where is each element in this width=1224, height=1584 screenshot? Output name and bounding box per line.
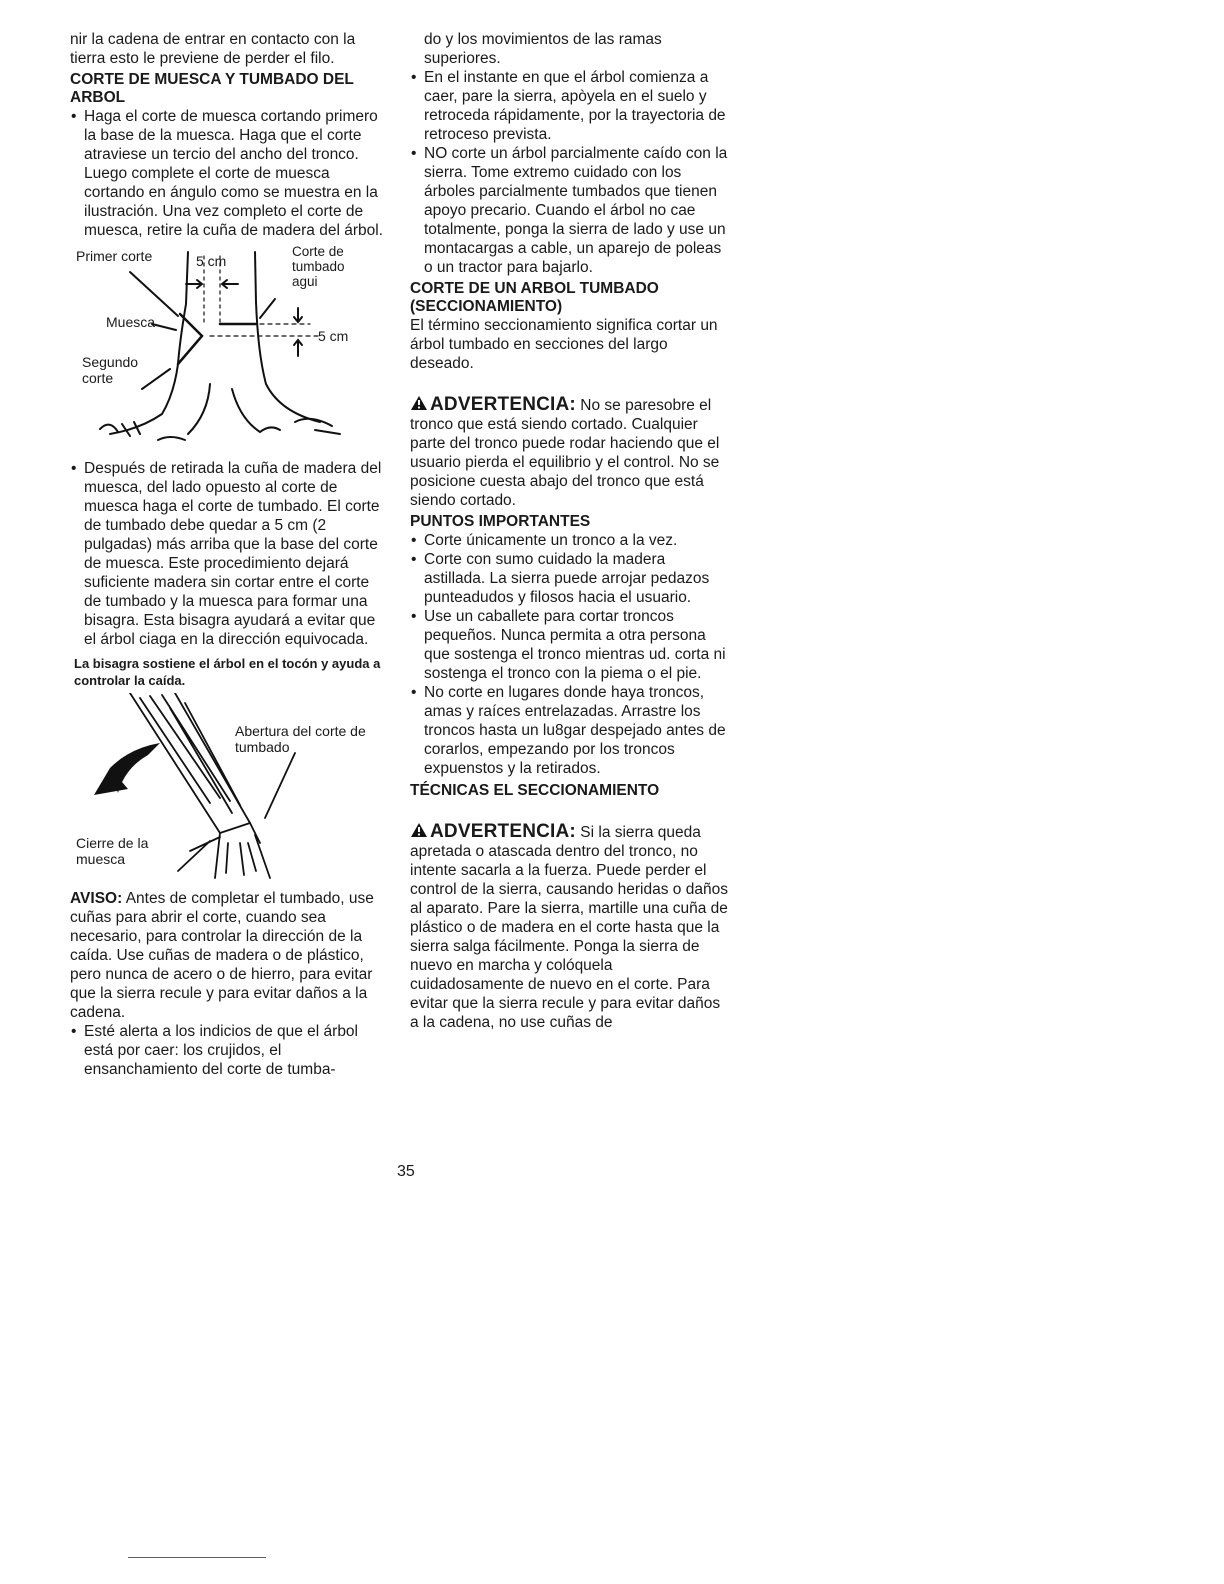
alert-list [70,1022,385,1079]
point-sawhorse: • Use un caballete para cortar troncos pequeños. Nunca permita a otra persona que sostenga el tronco mientras ud. corta ni sostenga el tronco con la piema o el pie. [410,607,730,683]
alert-bullet: • Esté alerta a los indicios de que el árbol está por caer: los crujidos, el ensanchamiento del corte de tumba- [70,1022,385,1079]
section-heading-bucking: CORTE DE UN ARBOL TUMBADO (SECCIONAMIENTO) [410,280,659,315]
aviso-text: Antes de completar el tumbado, use cuñas para abrir el corte, cuando sea necesario, para controlar la dirección de la caída. Use cuñas de madera o de plástico, pero nunca de acero o de hierro, para evitar que la sierra recule y para evitar daños a la cadena. [70,890,374,1021]
aviso-paragraph [70,889,385,1022]
warning-1-title: ADVERTENCIA: [430,394,576,415]
right-column [410,30,730,1032]
bullet-stop-saw: • En el instante en que el árbol comienza a caer, pare la sierra, apòyela en el suelo y retroceda rápidamente, por la trayectoria de retroceso prevista. [410,68,730,144]
footer-rule [128,1557,266,1558]
warning-2-title: ADVERTENCIA: [430,821,576,842]
label-cierre: Cierre de la muesca [76,835,149,867]
section-heading-technique: TÉCNICAS EL SECCIONAMIENTO [410,782,660,799]
continuation-text: do y los movimientos de las ramas superiores. [424,31,662,67]
bullet-partial-tree: • NO corte un árbol parcialmente caído con la sierra. Tome extremo cuidado con los árboles parcialmente tumbados que tienen apoyo precario. Cuando el árbol no cae totalmente, ponga la sierra de lado y use un montacargas a cable, un aparejo de poleas o un tractor para bajarlo. [410,144,730,277]
label-segundo-corte: Segundo corte [82,354,139,386]
notch-list [70,107,385,240]
hinge-diagram [70,693,385,885]
hinge-caption: La bisagra sostiene el árbol en el tocón y ayuda a controlar la caída. [74,656,381,688]
intro-paragraph: nir la cadena de entrar en contacto con la tierra esto le previene de perder el filo. [70,31,356,67]
warning-block-2 [410,822,730,1032]
felling-list [70,459,385,649]
important-points-list [410,531,730,778]
section-heading-points: PUNTOS IMPORTANTES [410,513,591,530]
point-one-log: • Corte únicamente un tronco a la vez. [410,531,730,550]
warning-triangle-icon [410,395,428,411]
warning-2-text: Si la sierra queda apretada o atascada dentro del tronco, no intente sacarla a la fuerza. Puede perder el control de la sierra, causando heridas o daños al aparato. Pare la sierra, martille una cuña de plástico o de madera en el corte hasta que la sierra salga fácilmente. Ponga la sierra de nuevo en marcha y colóquela cuidadosamente de nuevo en el corte. Para evitar que la sierra recule y para evitar daños a la cadena, no use cuñas de [410,824,728,1031]
label-abertura: Abertura del corte de tumbado [235,723,366,755]
label-dim-top: 5 cm [196,253,227,269]
label-muesca: Muesca [106,314,156,330]
page-number: 35 [397,1163,415,1180]
felling-bullet: • Después de retirada la cuña de madera del muesca, del lado opuesto al corte de muesca haga el corte de tumbado. El corte de tumbado debe quedar a 5 cm (2 pulgadas) más arriba que la base del corte de muesca. Este procedimiento dejará suficiente madera sin cortar entre el corte de tumbado y la muesca para formar una bisagra. Esta bisagra ayudará a evitar que el árbol ciaga en la dirección equivocada. [70,459,385,649]
left-column [70,30,385,1079]
warning-block-1 [410,395,730,510]
warning-1-text: No se paresobre el tronco que está siendo cortado. Cualquier parte del tronco puede rodar haciendo que el usuario pierda el equilibrio y el control. No se posicione cuesta abajo del tronco que está siendo cortado. [410,397,720,509]
felling-list-continued [410,68,730,277]
notch-bullet: • Haga el corte de muesca cortando primero la base de la muesca. Haga que el corte atraviese un tercio del ancho del tronco. Luego complete el corte de muesca cortando en ángulo como se muestra en la ilustración. Una vez completo el corte de muesca, retire la cuña de madera del árbol. [70,107,385,240]
aviso-label: AVISO: [70,890,123,907]
label-dim-right: 5 cm [318,328,349,344]
notch-diagram [70,244,385,459]
label-primer-corte: Primer corte [76,248,153,264]
warning-triangle-icon [410,822,428,838]
point-splintered-wood: • Corte con sumo cuidado la madera astillada. La sierra puede arrojar pedazos punteadudos y filosos hacia el usuario. [410,550,730,607]
label-corte-tumbado: Corte de tumbado agui [292,244,345,289]
section-heading-notch: CORTE DE MUESCA Y TUMBADO DEL ARBOL [70,71,354,106]
bucking-definition: El término seccionamiento significa cortar un árbol tumbado en secciones del largo deseado. [410,317,718,372]
point-tangled-logs: • No corte en lugares donde haya troncos, amas y raíces entrelazadas. Arrastre los troncos hasta un lu8gar despejado antes de corarlos, empezando por los troncos expuenstos y la retirados. [410,683,730,778]
